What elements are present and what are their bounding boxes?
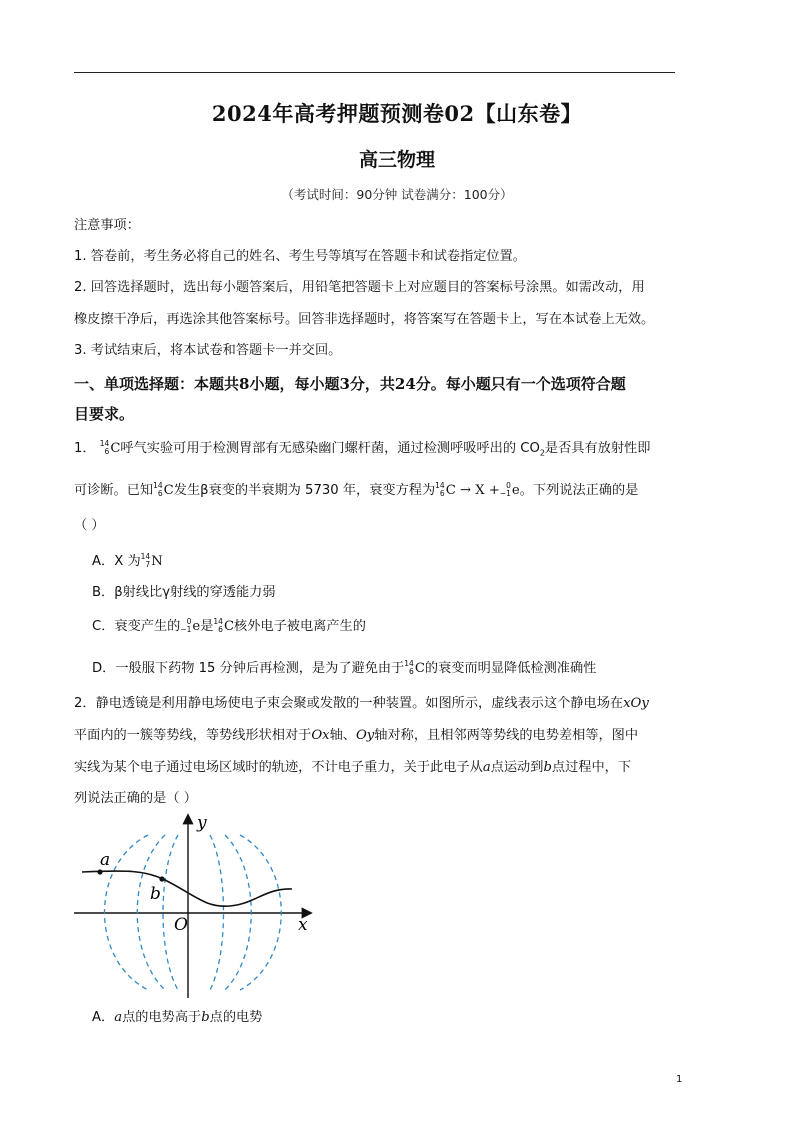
section-heading-line-2: 目要求。 xyxy=(74,405,135,423)
exam-info: （考试时间：90分钟 试卷满分：100分） xyxy=(281,187,513,202)
label-b: b xyxy=(150,884,161,904)
notes-item-3: 3. 考试结束后，将本试卷和答题卡一并交回。 xyxy=(74,343,342,358)
header-rule xyxy=(74,72,675,73)
q1-option-a: A．X 为 14 7 N xyxy=(92,552,163,569)
label-x: x xyxy=(298,915,308,935)
label-y: y xyxy=(197,813,207,833)
q1-option-d: D．一般服下药物 15 分钟后再检测，是为了避免由于 14 6 C的衰变而明显降低检测准确性 xyxy=(92,659,597,676)
q1-answer-blank: （ ） xyxy=(74,518,105,533)
subject-title: 高三物理 xyxy=(358,149,435,171)
q2-line-1: 2．静电透镜是利用静电场使电子束会聚或发散的一种装置。如图所示，虚线表示这个静电场在xOy xyxy=(74,696,649,711)
notes-item-2-line-1: 2. 回答选择题时，选出每小题答案后，用铅笔把答题卡上对应题目的答案标号涂黑。如需改动，用 xyxy=(74,280,645,295)
point-a xyxy=(97,869,102,874)
page-number: 1 xyxy=(676,1074,683,1085)
q1-option-c: C．衰变产生的 0 −1 e是 14 6 C核外电子被电离产生的 xyxy=(92,617,366,634)
electrostatic-lens-figure xyxy=(70,810,320,1000)
q1-isotope-c14: 14 6 xyxy=(99,439,110,456)
q1-option-b: B．β射线比γ射线的穿透能力弱 xyxy=(92,585,276,600)
q1-line-2: 可诊断。已知 14 6 C发生β衰变的半衰期为 5730 年，衰变方程为 14 6 C → X + 0 −1 e。下列说法正确的是 xyxy=(74,481,639,498)
point-b xyxy=(159,876,164,881)
q1-line-1: 1． 14 6 C呼气实验可用于检测胃部有无感染幽门螺杆菌，通过检测呼吸呼出的 $CO_2$是否具有放射性即 xyxy=(74,439,651,458)
notes-item-2-line-2: 橡皮擦干净后，再选涂其他答案标号。回答非选择题时，将答案写在答题卡上，写在本试卷上无效。 xyxy=(74,312,655,327)
q2-line-4: 列说法正确的是（ ） xyxy=(74,791,197,806)
label-o: O xyxy=(174,915,188,935)
label-a: a xyxy=(100,850,111,870)
notes-item-1: 1. 答卷前，考生务必将自己的姓名、考生号等填写在答题卡和试卷指定位置。 xyxy=(74,249,526,264)
q2-line-3: 实线为某个电子通过电场区域时的轨迹，不计电子重力，关于此电子从a点运动到b点过程中，下 xyxy=(74,760,632,775)
q2-option-a: A．a点的电势高于b点的电势 xyxy=(92,1010,263,1025)
exam-title: 2024年高考押题预测卷02【山东卷】 xyxy=(211,101,583,126)
q2-line-2: 平面内的一簇等势线，等势线形状相对于Ox轴、Oy轴对称，且相邻两等势线的电势差相等，图中 xyxy=(74,728,639,743)
notes-heading: 注意事项： xyxy=(74,218,140,233)
section-heading-line-1: 一、单项选择题：本题共8小题，每小题3分，共24分。每小题只有一个选项符合题 xyxy=(74,375,626,393)
electron-trajectory xyxy=(82,871,292,906)
q1-number: 1． xyxy=(74,441,96,456)
decay-equation: → X + xyxy=(459,483,500,498)
